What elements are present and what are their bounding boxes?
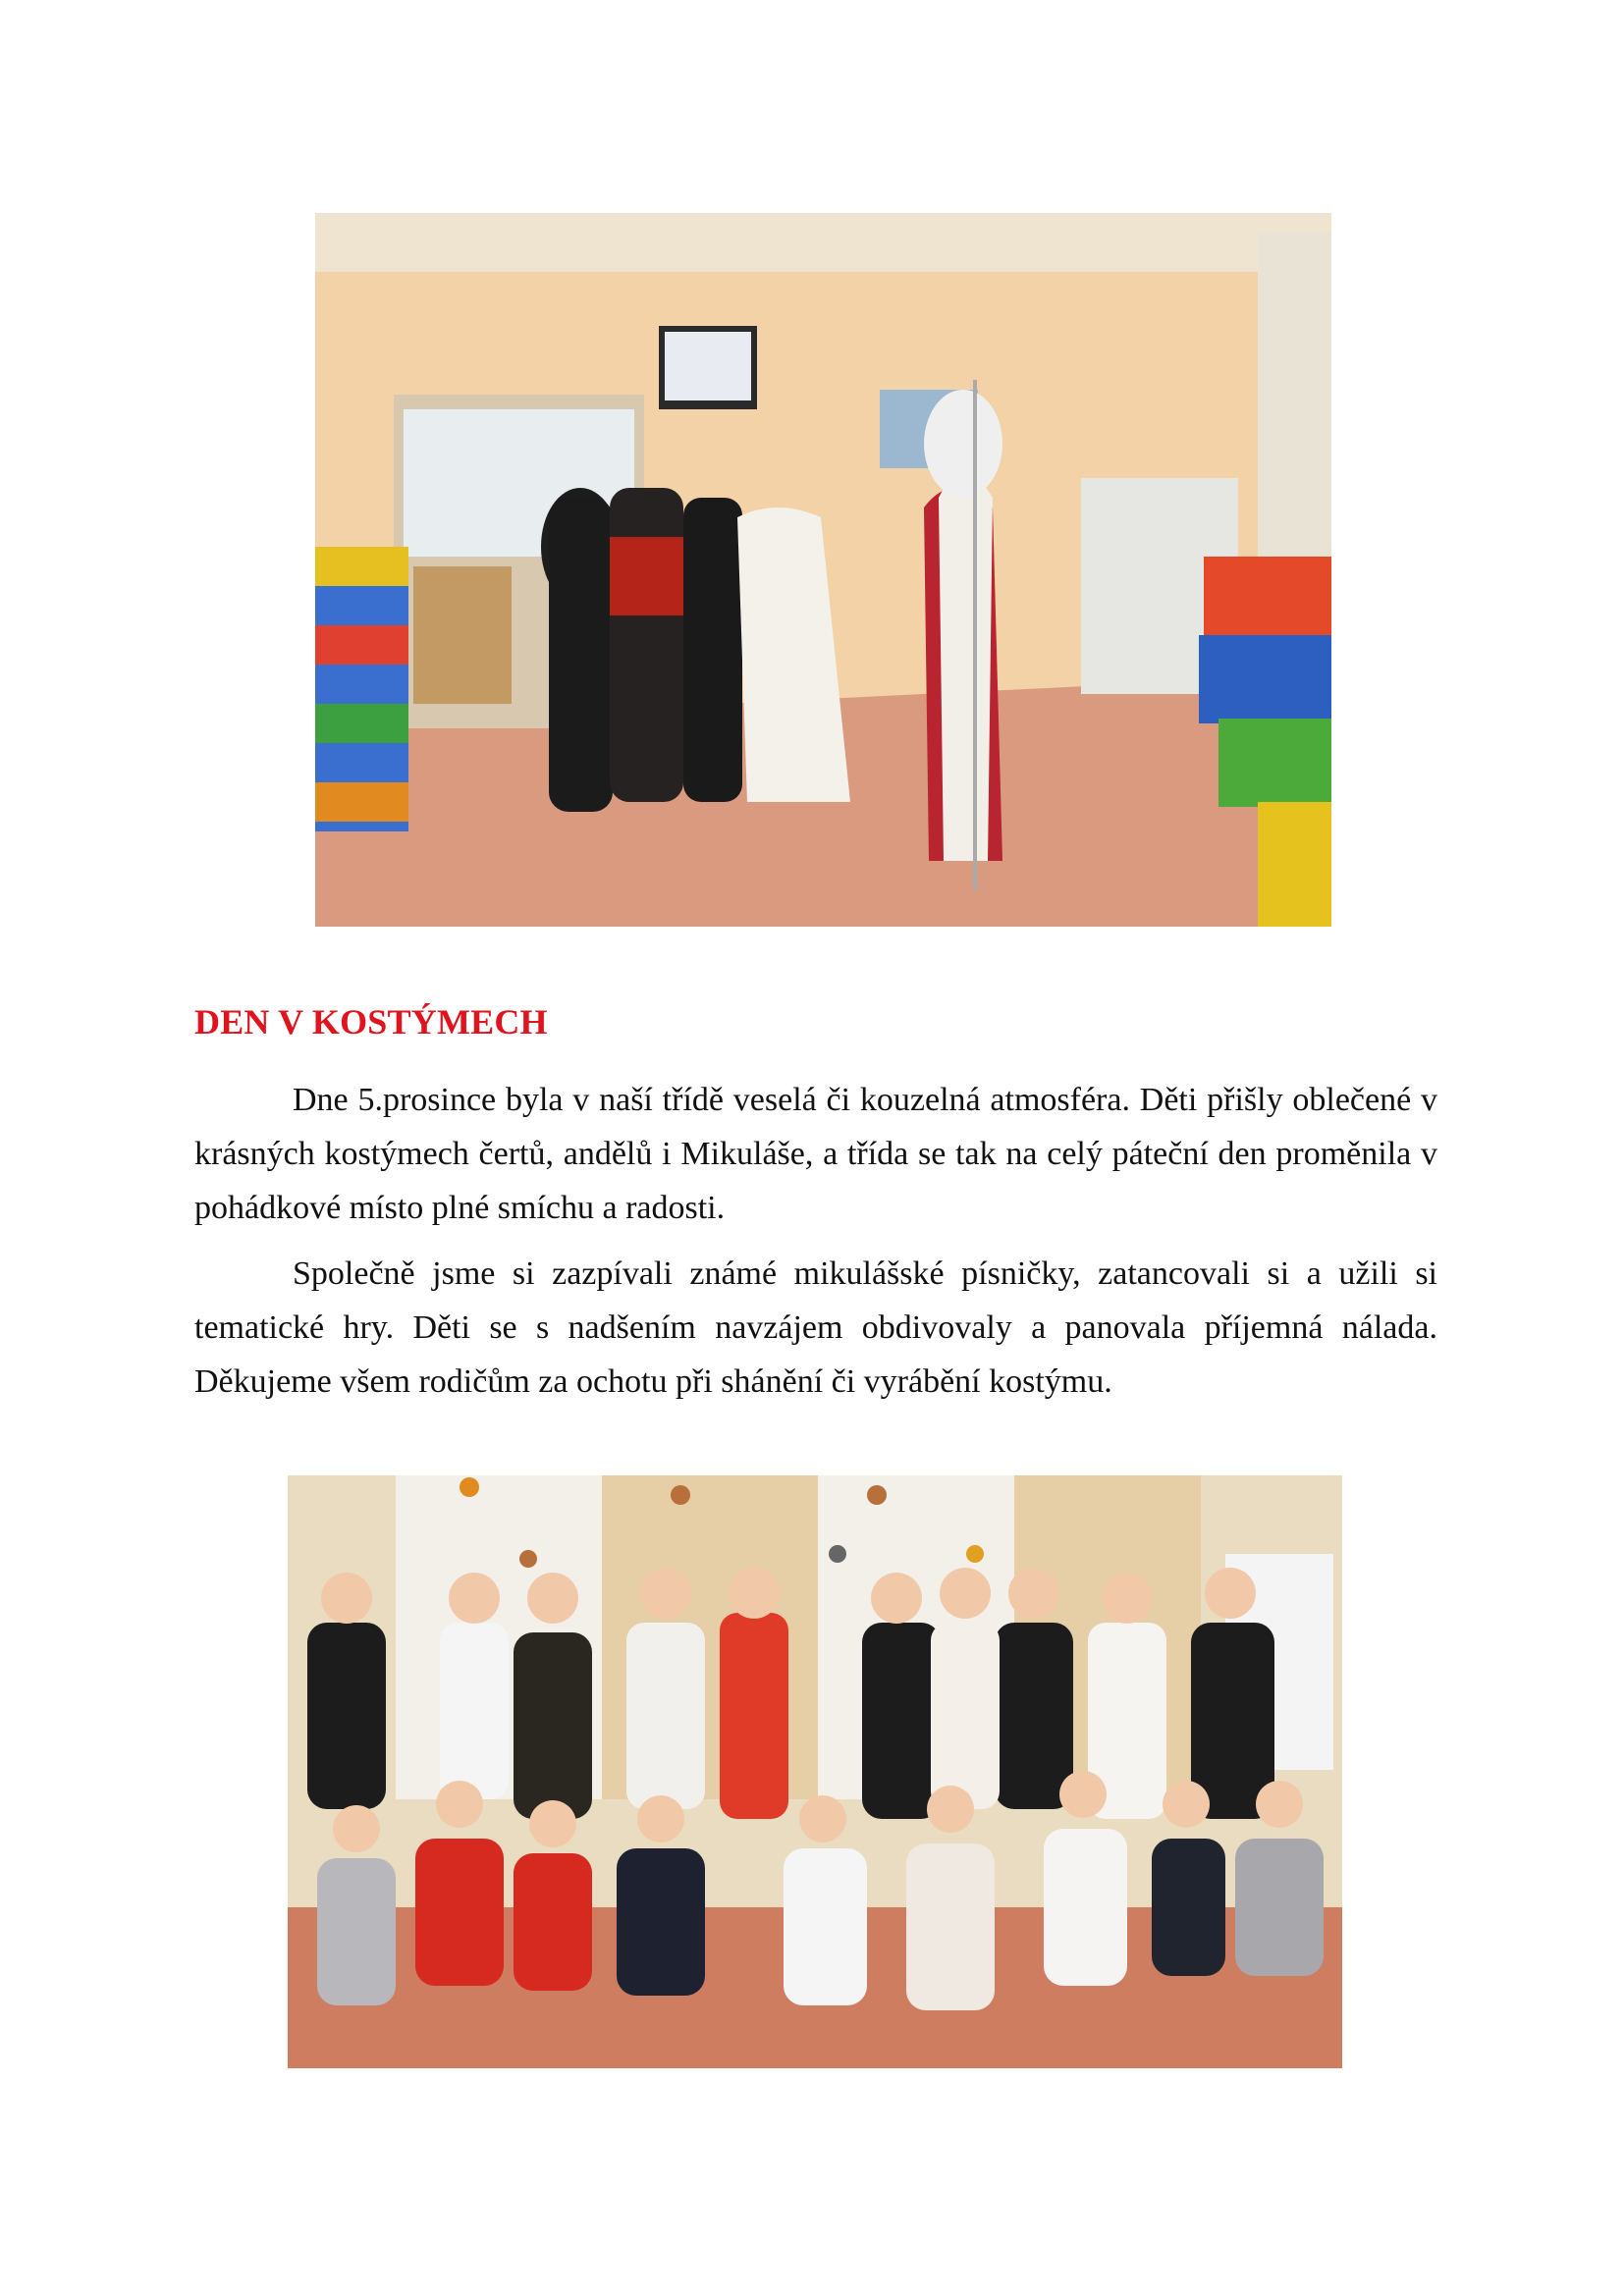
paragraph-text: Dne 5.prosince byla v naší třídě veselá či kouzelná atmosféra. Děti přišly oblečené v krásných kostýmech čertů, andělů i Mikuláše, a třída se tak na celý páteční den proměnila v pohádkové místo plné smíchu a radosti. bbox=[194, 1082, 1437, 1226]
article-paragraph-2 bbox=[194, 1247, 1437, 1409]
article-heading: DEN V KOSTÝMECH bbox=[194, 1002, 548, 1041]
paragraph-text: Společně jsme si zazpívali známé mikulášské písničky, zatancovali si a užili si tematické hry. Děti se s nadšením navzájem obdivovaly a panovala příjemná nálada. Děkujeme všem rodičům za ochotu při shánění či vyrábění kostýmu. bbox=[194, 1255, 1437, 1400]
article-paragraph-1 bbox=[194, 1073, 1437, 1235]
photo-children-group bbox=[288, 1475, 1342, 2068]
photo-costumed-teachers bbox=[315, 213, 1331, 927]
